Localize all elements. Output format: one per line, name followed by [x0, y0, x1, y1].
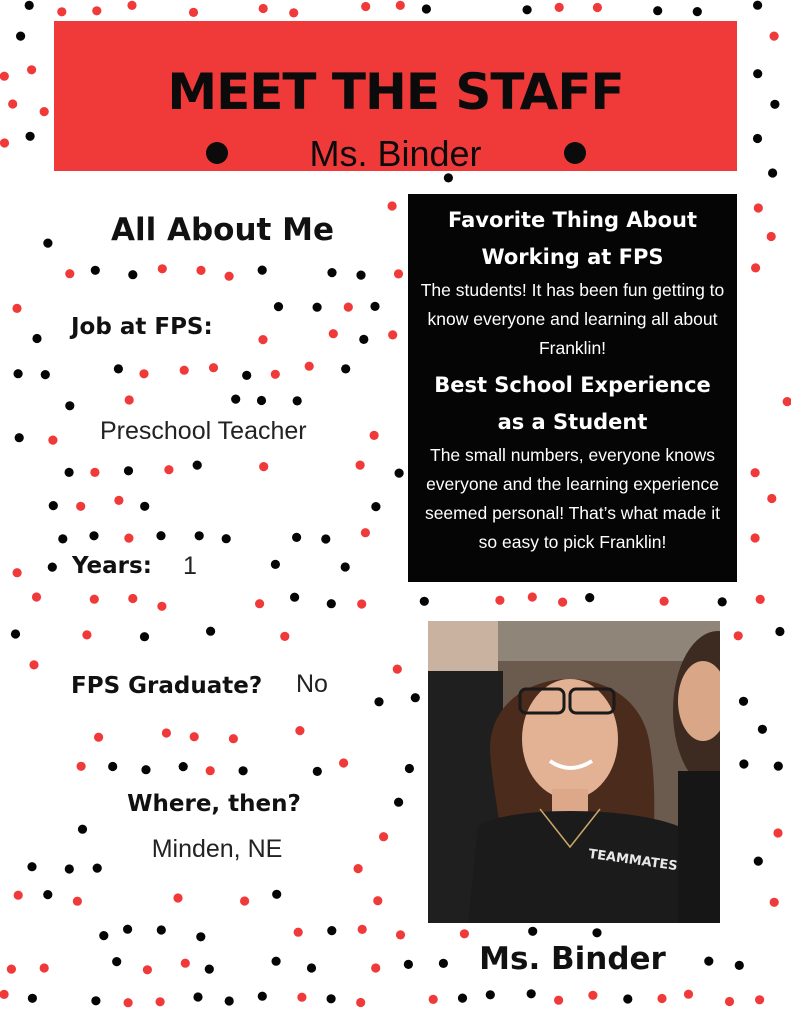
header-banner [54, 21, 737, 174]
years-value: 1 [183, 552, 197, 580]
favorite-thing-heading-line2: Working at FPS [481, 245, 664, 269]
job-value: Preschool Teacher [100, 417, 307, 445]
staff-photo [428, 621, 720, 923]
bullet-dot-icon [564, 142, 586, 164]
favorites-panel [408, 194, 737, 582]
best-experience-heading-line2: as a Student [497, 410, 648, 434]
staff-name-subtitle: Ms. Binder [309, 133, 482, 174]
fps-graduate-value: No [296, 670, 328, 698]
job-label: Job at FPS: [71, 314, 213, 340]
years-label: Years: [72, 553, 152, 579]
fps-graduate-label: FPS Graduate? [71, 673, 263, 699]
best-experience-text: The small numbers, everyone knows everyone and the learning experience seemed personal! That’s what made it so easy to pick Franklin! [424, 445, 721, 552]
where-then-label: Where, then? [127, 791, 301, 817]
favorite-thing-text: The students! It has been fun getting to know everyone and learning all about Franklin! [420, 280, 725, 358]
about-me-heading: All About Me [110, 212, 335, 248]
page-title: MEET THE STAFF [167, 63, 624, 121]
where-then-value: Minden, NE [151, 835, 283, 863]
shirt-logo-text: TEAMMATES [587, 846, 679, 875]
photo-caption: Ms. Binder [479, 941, 666, 977]
favorite-thing-heading-line1: Favorite Thing About [447, 208, 698, 232]
best-experience-heading-line1: Best School Experience [434, 373, 711, 397]
